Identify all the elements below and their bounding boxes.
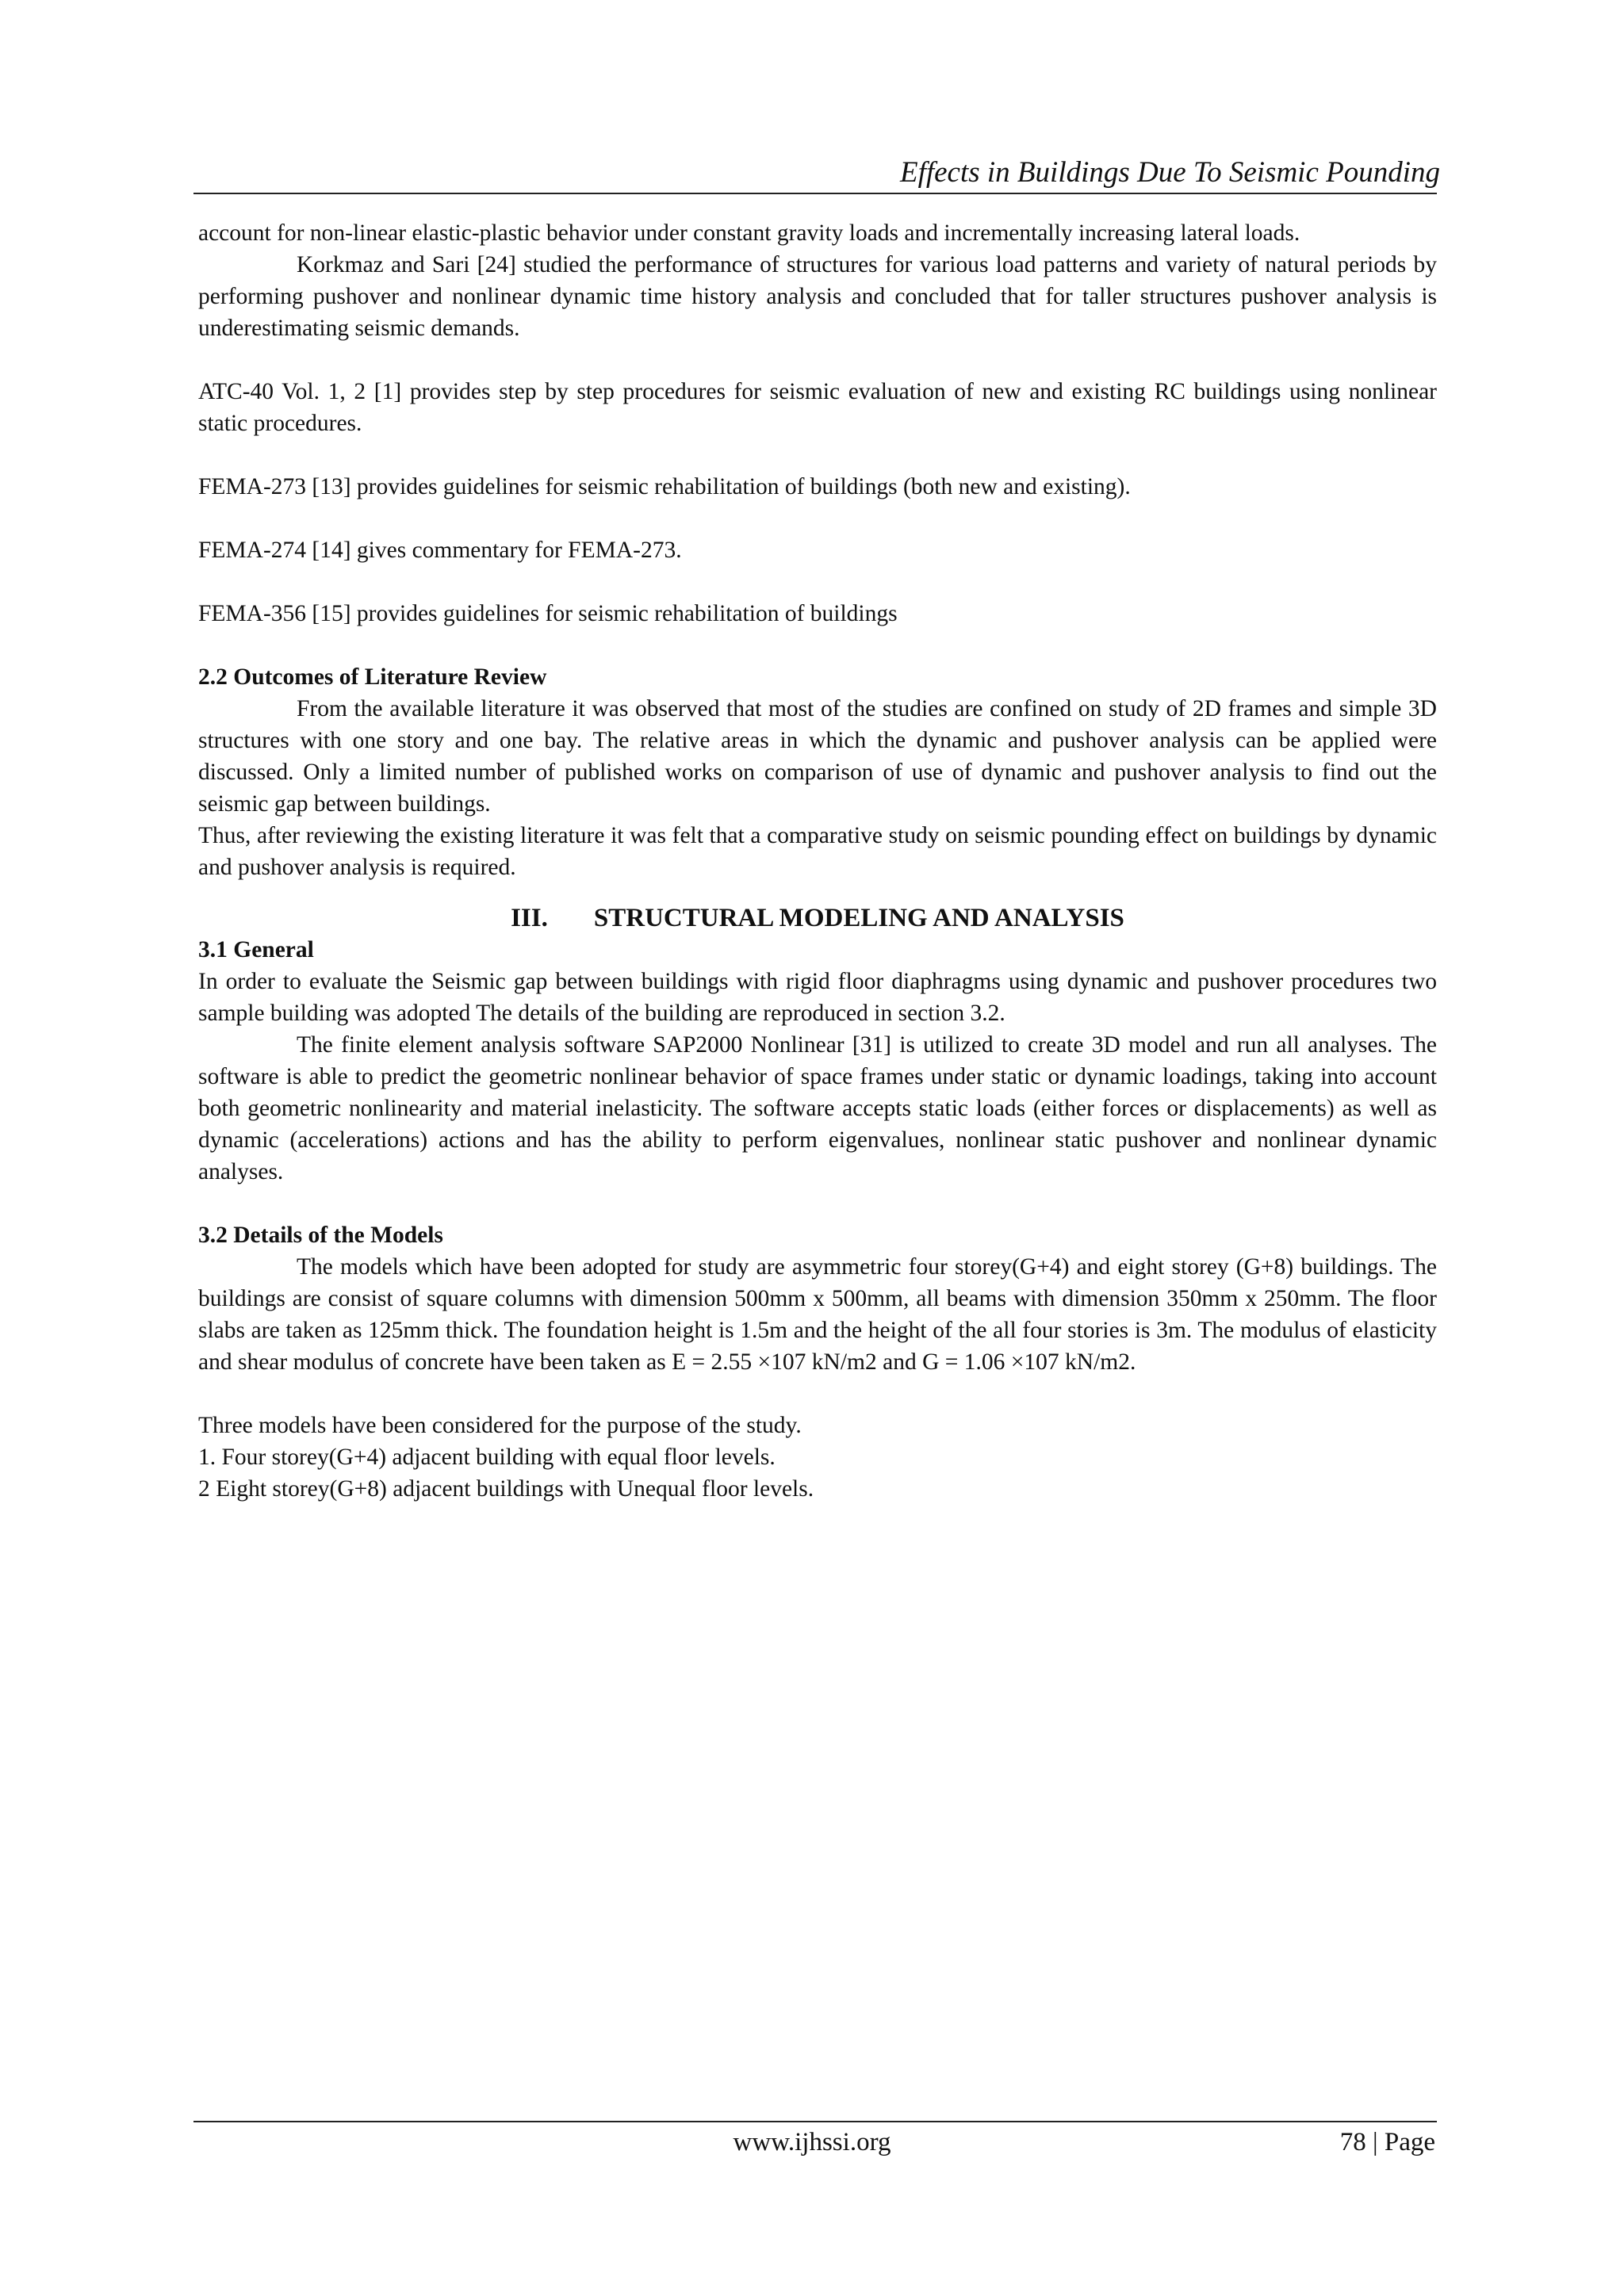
header-rule bbox=[193, 193, 1437, 194]
paragraph-fema273: FEMA-273 [13] provides guidelines for seismic rehabilitation of buildings (both new and existing). bbox=[198, 474, 1131, 499]
paragraph-fema356: FEMA-356 [15] provides guidelines for seismic rehabilitation of buildings bbox=[198, 601, 898, 626]
section-heading-3 bbox=[198, 902, 1437, 934]
paragraph-conclusion-review: Thus, after reviewing the existing literature it was felt that a comparative study on seismic pounding effect on buildings by dynamic and pushover analysis is required. bbox=[198, 823, 1437, 880]
paragraph-korkmaz-sari: Korkmaz and Sari [24] studied the performance of structures for various load patterns and variety of natural periods by performing pushover and nonlinear dynamic time history analysis and concluded that for taller structures pushover analysis is underestimating seismic demands. bbox=[198, 252, 1437, 341]
list-item: 2 Eight storey(G+8) adjacent buildings with Unequal floor levels. bbox=[198, 1476, 814, 1502]
paragraph-atc40: ATC-40 Vol. 1, 2 [1] provides step by step procedures for seismic evaluation of new and existing RC buildings using nonlinear static procedures. bbox=[198, 379, 1437, 436]
paragraph-sap2000: The finite element analysis software SAP2000 Nonlinear [31] is utilized to create 3D model and run all analyses. The software is able to predict the geometric nonlinear behavior of space frames under static or dynamic loadings, taking into account both geometric nonlinearity and material inelasticity. The software accepts static loads (either forces or displacements) as well as dynamic (accelerations) actions and has the ability to perform eigenvalues, nonlinear static pushover and nonlinear dynamic analyses. bbox=[198, 1032, 1437, 1184]
page-body bbox=[198, 217, 1437, 1505]
paragraph-model-details: The models which have been adopted for study are asymmetric four storey(G+4) and eight storey (G+8) buildings. The buildings are consist of square columns with dimension 500mm x 500mm, all beams with dimension 350mm x 250mm. The floor slabs are taken as 125mm thick. The foundation height is 1.5m and the height of the all four stories is 3m. The modulus of elasticity and shear modulus of concrete have been taken as E = 2.55 ×107 kN/m2 and G = 1.06 ×107 kN/m2. bbox=[198, 1254, 1437, 1375]
heading-2-2: 2.2 Outcomes of Literature Review bbox=[198, 664, 547, 690]
heading-3-2: 3.2 Details of the Models bbox=[198, 1223, 443, 1248]
section-number: III. bbox=[511, 904, 548, 932]
section-title-text: STRUCTURAL MODELING AND ANALYSIS bbox=[593, 904, 1124, 932]
paragraph-continuation: account for non-linear elastic-plastic behavior under constant gravity loads and incrementally increasing lateral loads. bbox=[198, 220, 1300, 246]
paragraph-general: In order to evaluate the Seismic gap between buildings with rigid floor diaphragms using dynamic and pushover procedures two sample building was adopted The details of the building are reproduced in section 3.2. bbox=[198, 969, 1437, 1026]
paragraph-fema274: FEMA-274 [14] gives commentary for FEMA-273. bbox=[198, 538, 682, 563]
footer-rule bbox=[193, 2121, 1437, 2122]
running-header-title: Effects in Buildings Due To Seismic Pounding bbox=[899, 156, 1440, 189]
heading-3-1: 3.1 General bbox=[198, 937, 314, 962]
page-number: 78 | Page bbox=[1339, 2128, 1435, 2156]
paragraph-models-intro: Three models have been considered for the purpose of the study. bbox=[198, 1413, 802, 1438]
footer-url: www.ijhssi.org bbox=[733, 2128, 891, 2156]
paragraph-outcomes: From the available literature it was observed that most of the studies are confined on study of 2D frames and simple 3D structures with one story and one bay. The relative areas in which the dynamic and pushover analysis can be applied were discussed. Only a limited number of published works on comparison of use of dynamic and pushover analysis to find out the seismic gap between buildings. bbox=[198, 696, 1437, 817]
list-item: 1. Four storey(G+4) adjacent building with equal floor levels. bbox=[198, 1445, 776, 1470]
